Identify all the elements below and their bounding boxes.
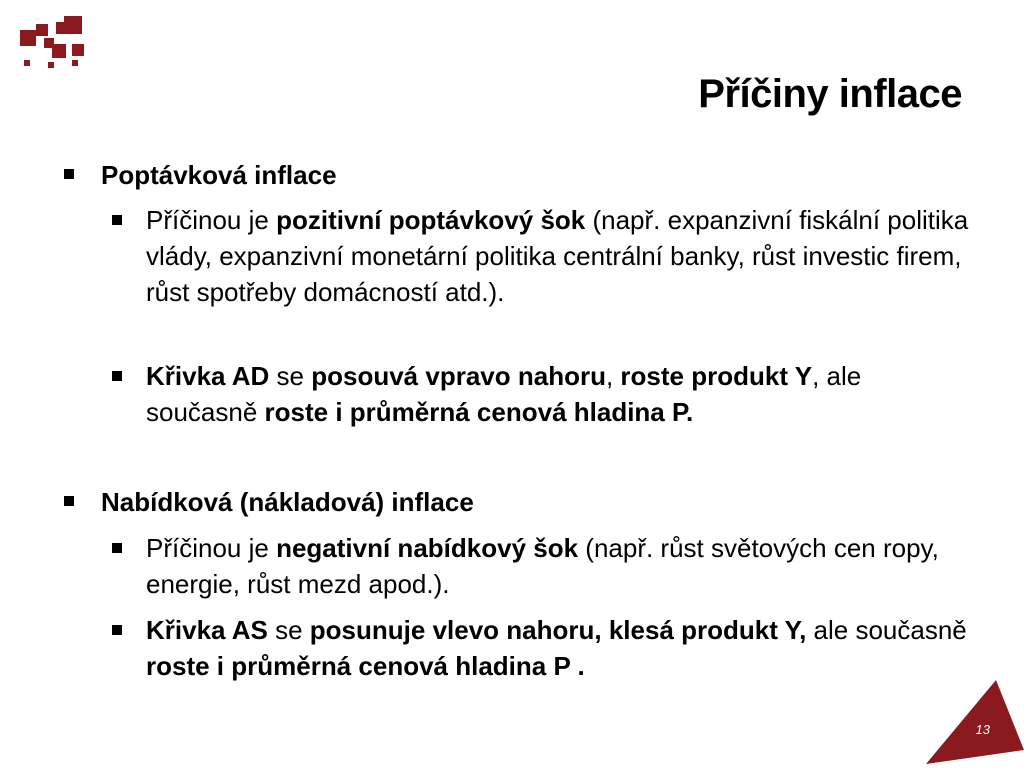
text-run: se — [269, 361, 312, 391]
text-run: ale současně — [806, 615, 967, 645]
bullet-square-icon — [112, 543, 122, 553]
bold-text-run: posunuje vlevo nahoru, klesá produkt Y, — [309, 615, 807, 645]
text-run: , — [605, 361, 621, 391]
bold-text-run: posouvá vpravo nahoru — [311, 361, 606, 391]
text-run: Příčinou je — [146, 533, 277, 563]
bold-text-run: roste i průměrná cenová hladina P . — [146, 651, 585, 681]
list-item — [112, 612, 972, 684]
list-item — [112, 530, 972, 602]
bullet-square-icon — [64, 496, 74, 506]
section-heading-label: Nabídková (nákladová) inflace — [101, 487, 474, 517]
bold-text-run: pozitivní poptávkový šok — [276, 205, 586, 235]
text-run: Příčinou je — [146, 205, 277, 235]
bold-text-run: negativní nabídkový šok — [276, 533, 579, 563]
bold-text-run: roste i průměrná cenová hladina P. — [264, 397, 694, 427]
bullet-square-icon — [112, 625, 122, 635]
corner-triangle-icon — [924, 678, 1024, 768]
slide-title: Příčiny inflace — [698, 72, 962, 116]
list-item — [112, 202, 972, 310]
text-run: , ale současně — [146, 361, 862, 427]
page-number: 13 — [975, 722, 990, 737]
text-run: (např. růst světových cen ropy, energie, růst mezd apod.). — [146, 533, 939, 599]
bold-text-run: Křivka AD — [146, 361, 270, 391]
bullet-square-icon — [64, 169, 74, 179]
list-item — [112, 358, 972, 430]
list-item-text — [146, 358, 972, 430]
bold-text-run: roste produkt Y — [620, 361, 813, 391]
section-heading-label: Poptávková inflace — [101, 160, 337, 190]
list-item-text — [146, 612, 972, 684]
list-item-text — [146, 202, 972, 310]
text-run: se — [267, 615, 310, 645]
list-item-text — [146, 530, 972, 602]
text-run: (např. expanzivní fiskální politika vlády, expanzivní monetární politika centrální banky, růst investic firem, růst spotřeby domácností atd.). — [146, 205, 969, 307]
bullet-square-icon — [112, 371, 122, 381]
bullet-square-icon — [112, 215, 122, 225]
bold-text-run: Křivka AS — [146, 615, 268, 645]
